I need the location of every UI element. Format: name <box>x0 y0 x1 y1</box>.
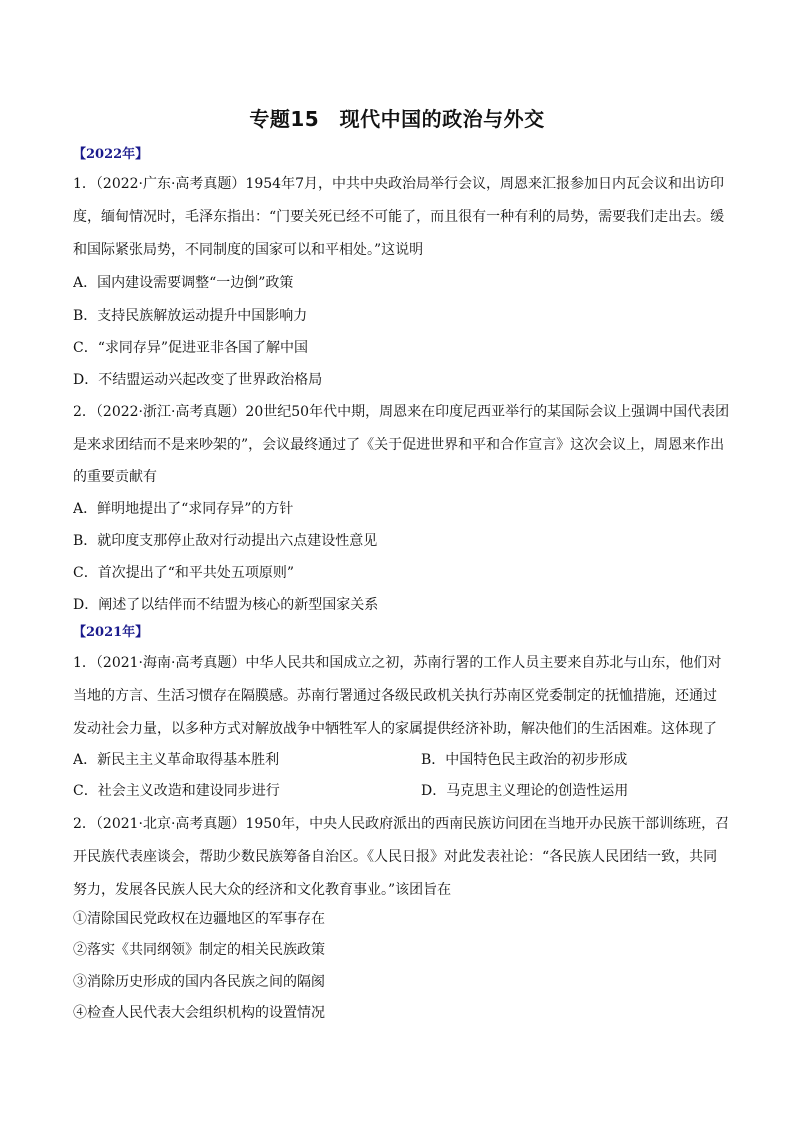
q4-item-4: ④检查人民代表大会组织机构的设置情况 <box>73 1005 325 1021</box>
q1-option-a: A．国内建设需要调整“一边倒”政策 <box>73 275 294 291</box>
q3-option-d: D．马克思主义理论的创造性运用 <box>421 783 629 799</box>
q2-option-a: A．鲜明地提出了“求同存异”的方针 <box>73 501 294 517</box>
q4-item-3: ③消除历史形成的国内各民族之间的隔阂 <box>73 974 325 990</box>
q2-option-d: D．阐述了以结伴而不结盟为核心的新型国家关系 <box>73 597 379 613</box>
q3-options-row-1 <box>73 750 733 770</box>
q4-stem-line: 开民族代表座谈会，帮助少数民族筹备自治区。《人民日报》对此发表社论：“各民族人民团结一致，共同 <box>73 849 718 865</box>
q3-option-b: B．中国特色民主政治的初步形成 <box>421 752 628 768</box>
q3-option-c: C．社会主义改造和建设同步进行 <box>73 783 280 799</box>
q1-option-c: C．“求同存异”促进亚非各国了解中国 <box>73 340 309 356</box>
q3-option-a: A．新民主主义革命取得基本胜利 <box>73 752 280 768</box>
q3-options-row-2 <box>73 781 733 801</box>
page-title: 专题15 现代中国的政治与外交 <box>249 107 545 131</box>
section-heading-2021: 【2021年】 <box>73 625 149 640</box>
q2-option-b: B．就印度支那停止敌对行动提出六点建设性意见 <box>73 533 378 549</box>
q3-stem-line: 当地的方言、生活习惯存在隔膜感。苏南行署通过各级民政机关执行苏南区党委制定的抚恤措施，还通过 <box>73 688 717 704</box>
q1-stem-line: 和国际紧张局势，不同制度的国家可以和平相处。”这说明 <box>73 242 424 258</box>
q1-stem-line: 度，缅甸情况时，毛泽东指出：“门要关死已经不可能了，而且很有一种有利的局势，需要我们走出去。缓 <box>73 209 725 225</box>
q4-stem-line: 2．（2021·北京·高考真题）1950年，中央人民政府派出的西南民族访问团在当地开办民族干部训练班，召 <box>73 816 730 832</box>
q2-option-c: C．首次提出了“和平共处五项原则” <box>73 565 295 581</box>
q1-stem-line: 1．（2022·广东·高考真题）1954年7月，中共中央政治局举行会议，周恩来汇报参加日内瓦会议和出访印 <box>73 176 724 192</box>
section-heading-2022: 【2022年】 <box>73 147 149 162</box>
q1-option-d: D．不结盟运动兴起改变了世界政治格局 <box>73 372 323 388</box>
q2-stem-line: 2．（2022·浙江·高考真题）20世纪50年代中期，周恩来在印度尼西亚举行的某国际会议上强调中国代表团 <box>73 404 730 420</box>
q4-item-1: ①清除国民党政权在边疆地区的军事存在 <box>73 911 325 927</box>
q2-stem-line: 的重要贡献有 <box>73 469 157 485</box>
q2-stem-line: 是来求团结而不是来吵架的”，会议最终通过了《关于促进世界和平和合作宣言》这次会议上，周恩来作出 <box>73 437 725 453</box>
q3-stem-line: 1．（2021·海南·高考真题）中华人民共和国成立之初，苏南行署的工作人员主要来自苏北与山东，他们对 <box>73 655 722 671</box>
q3-stem-line: 发动社会力量，以多种方式对解放战争中牺牲军人的家属提供经济补助，解决他们的生活困难。这体现了 <box>73 721 717 737</box>
q4-item-2: ②落实《共同纲领》制定的相关民族政策 <box>73 942 325 958</box>
q1-option-b: B．支持民族解放运动提升中国影响力 <box>73 308 308 324</box>
q4-stem-line: 努力，发展各民族人民大众的经济和文化教育事业。”该团旨在 <box>73 882 452 898</box>
